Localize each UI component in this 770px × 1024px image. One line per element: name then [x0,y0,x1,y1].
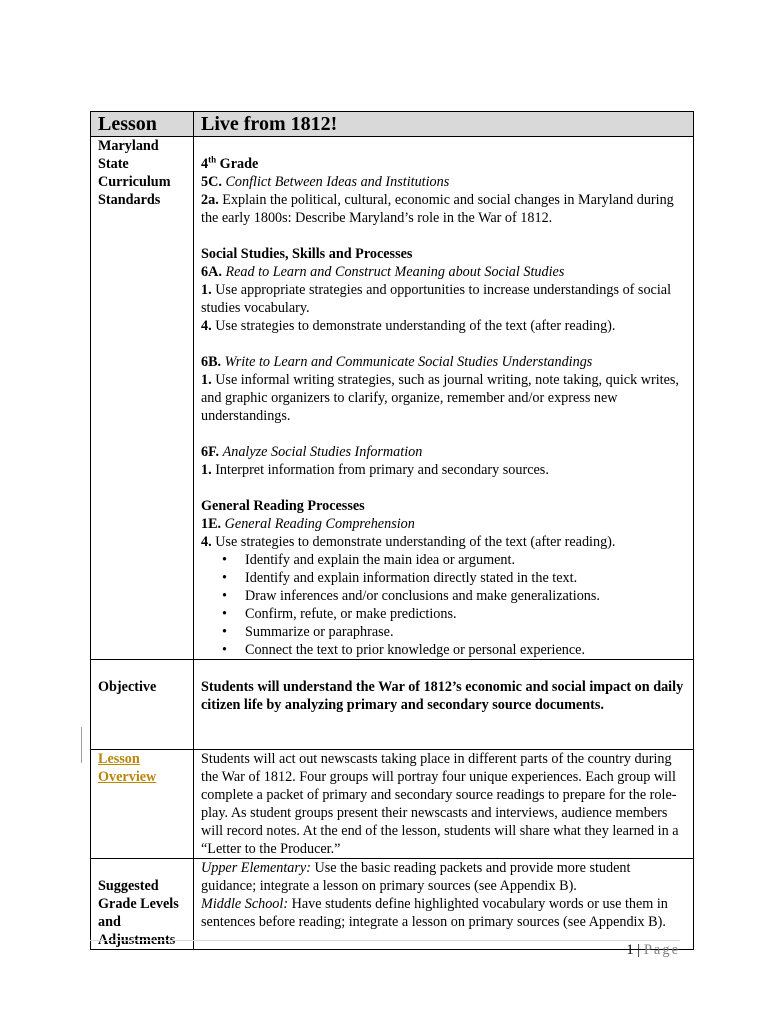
page-word: Page [643,942,680,958]
objective-content [194,660,694,750]
grp-heading: General Reading Processes [201,498,365,514]
objective-label: Objective [91,660,194,750]
footer-separator: | [633,942,644,958]
header-lesson-label: Lesson [91,112,194,137]
objective-text: Students will understand the War of 1812’s economic and social impact on daily citizen life by analyzing primary and secondary source documents. [201,679,684,713]
lesson-table [90,111,694,950]
adjustments-row [91,859,694,950]
list-item: • Identify and explain information directly stated in the text. [245,569,686,587]
middle-school-note: Middle School: Have students define highlighted vocabulary words or use them in sentences before reading; integrate a lesson on primary sources (see Appendix B). [201,896,668,930]
list-item: • Summarize or paraphrase. [245,623,686,641]
standard-6a-1: 1. Use appropriate strategies and opportunities to increase understandings of social studies vocabulary. [201,282,672,316]
list-item: • Connect the text to prior knowledge or personal experience. [245,641,686,659]
list-item: • Identify and explain the main idea or argument. [245,551,686,569]
grade-line: 4th Grade [201,154,259,172]
standard-6b: 6B. Write to Learn and Communicate Social Studies Understandings [201,354,593,370]
standards-row [91,137,694,660]
standard-6b-1: 1. Use informal writing strategies, such as journal writing, note taking, quick writes, and graphic organizers to clarify, organize, remember and/or express new understandings. [201,372,679,424]
adjustments-label: Suggested Grade Levels and Adjustments [91,859,194,950]
overview-label-cell [91,750,194,859]
page-footer [626,942,680,959]
lesson-title: Live from 1812! [194,112,694,137]
adjustments-content [194,859,694,950]
standard-5c: 5C. Conflict Between Ideas and Institutions [201,174,450,190]
standard-6a: 6A. Read to Learn and Construct Meaning about Social Studies [201,264,565,280]
standards-content [194,137,694,660]
standard-1e-4: 4. Use strategies to demonstrate understanding of the text (after reading). [201,534,616,550]
ssp-heading: Social Studies, Skills and Processes [201,246,413,262]
overview-row [91,750,694,859]
page-number: 1 [626,942,634,958]
standard-6f: 6F. Analyze Social Studies Information [201,444,423,460]
standard-6f-1: 1. Interpret information from primary and secondary sources. [201,462,549,478]
reading-bullet-list [201,551,686,659]
list-item: • Confirm, refute, or make predictions. [245,605,686,623]
objective-row [91,660,694,750]
overview-text: Students will act out newscasts taking place in different parts of the country during the War of 1812. Four groups will portray four unique experiences. Each group will complete a packet of primary and secondary source readings to prepare for the role-play. As student groups present their newscasts and interviews, audience members will record notes. At the end of the lesson, students will share what they learned in a “Letter to the Producer.” [194,750,694,859]
footer-divider [90,940,680,941]
standards-label: Maryland State Curriculum Standards [91,137,194,660]
lesson-overview-link[interactable]: Lesson Overview [98,751,157,785]
list-item: • Draw inferences and/or conclusions and make generalizations. [245,587,686,605]
change-bar [81,727,82,763]
standard-6a-4: 4. Use strategies to demonstrate understanding of the text (after reading). [201,318,616,334]
table-header-row [91,112,694,137]
standard-1e: 1E. General Reading Comprehension [201,516,415,532]
upper-elementary-note: Upper Elementary: Use the basic reading packets and provide more student guidance; integrate a lesson on primary sources (see Appendix B). [201,860,631,894]
standard-2a: 2a. Explain the political, cultural, economic and social changes in Maryland during the early 1800s: Describe Maryland’s role in the War of 1812. [201,192,674,226]
